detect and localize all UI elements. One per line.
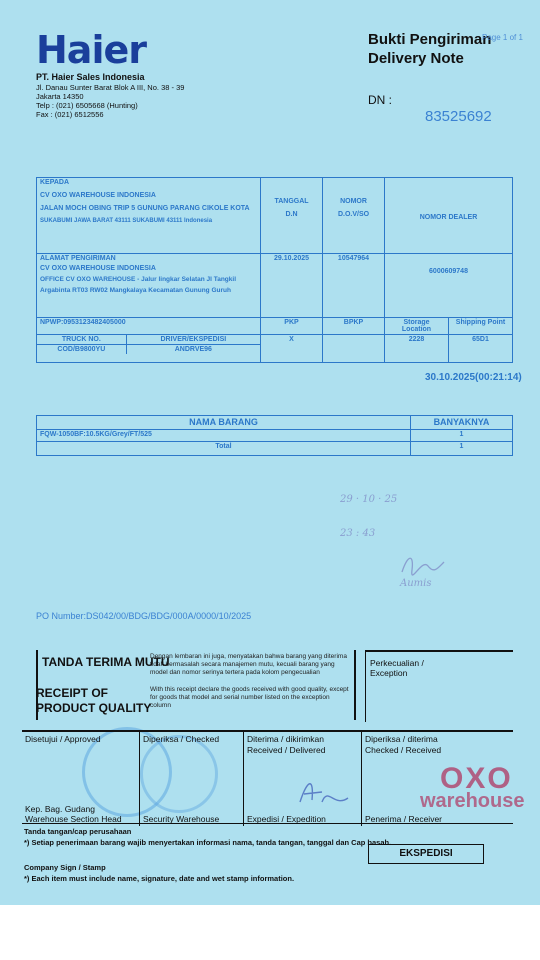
sign-note-en: *) Each item must include name, signature, date and wet stamp information.	[24, 874, 295, 883]
ekspedisi-label: EKSPEDISI	[368, 844, 484, 864]
receipt-title-en: RECEIPT OF PRODUCT QUALITY	[36, 686, 152, 715]
signature-delivered	[244, 732, 362, 826]
nomor-value: 10547964	[323, 254, 385, 318]
print-datetime: 30.10.2025(00:21:14)	[425, 372, 522, 383]
nomor-label: NOMOR	[340, 198, 367, 205]
signature-approved	[22, 732, 140, 826]
truck-driver-subtable	[37, 335, 260, 354]
col-item-header: NAMA BARANG	[37, 416, 411, 430]
npwp-value: NPWP:0953123482405000	[37, 318, 261, 335]
po-number: PO Number:DS042/00/BDG/BDG/000A/0000/10/2025	[36, 611, 252, 621]
tanggal-header	[261, 178, 323, 254]
receipt-box	[36, 650, 356, 720]
driver-label: DRIVER/EKSPEDISI	[126, 335, 260, 345]
receipt-title-id: TANDA TERIMA MUTU	[42, 655, 170, 669]
receipt-text-id: Dengan lembaran ini juga, menyatakan bahwa barang yang diterima tidak bermasalah secara manajemen mutu, kecuali barang yang model dan nomor serinya tertera pada kolom pengecualian	[150, 653, 347, 676]
truck-label: TRUCK NO.	[37, 335, 126, 345]
sig-top-label: Diperiksa / diterima Checked / Received	[365, 734, 442, 755]
sig-top-label: Disetujui / Approved	[25, 734, 101, 744]
sig-top-label: Diperiksa / Checked	[143, 734, 220, 744]
alamat-cell	[37, 254, 261, 318]
total-label: Total	[37, 442, 411, 456]
shipping-value: 65D1	[449, 335, 513, 363]
signature-checked	[140, 732, 244, 826]
title-indonesian: Bukti Pengiriman	[368, 31, 492, 48]
haier-logo: Haier	[36, 28, 146, 72]
title-english: Delivery Note	[368, 50, 464, 67]
oxo-stamp: OXO	[440, 762, 513, 795]
receipt-text-en: With this receipt declare the goods received with good quality, except for goods that model and serial number listed on the exception column	[150, 686, 349, 709]
handwritten-name: Aumis	[400, 578, 432, 589]
phone-line: Telp : (021) 6505668 (Hunting)	[36, 101, 138, 110]
company-name: PT. Haier Sales Indonesia	[36, 72, 145, 82]
total-value: 1	[411, 442, 513, 456]
sig-bottom-label: Expedisi / Expedition	[247, 814, 326, 824]
sig-top-label: Diterima / dikirimkan Received / Delivered	[247, 734, 326, 755]
tanggal-label: TANGGAL	[274, 198, 309, 205]
recipient-table	[36, 177, 513, 363]
document-title	[368, 30, 491, 68]
alamat-line: Argabinta RT03 RW02 Mangkalaya Kecamatan Gunung Guruh	[40, 287, 231, 294]
bpkp-label: BPKP	[323, 318, 385, 335]
exception-box	[365, 650, 513, 722]
signature-received	[362, 732, 513, 826]
storage-label: Storage Location	[385, 318, 449, 335]
kepada-line: JALAN MOCH OBING TRIP 5 GUNUNG PARANG CIKOLE KOTA	[40, 205, 250, 212]
address-line: Jakarta 14350	[36, 92, 84, 101]
driver-value: ANDRVE96	[126, 345, 260, 355]
sig-bottom-label: Security Warehouse	[143, 814, 220, 824]
handwritten-date: 29 · 10 · 25	[340, 494, 398, 505]
kepada-label: KEPADA	[40, 179, 70, 186]
exception-label: Perkecualian / Exception	[370, 658, 424, 678]
pkp-value: X	[261, 335, 323, 363]
storage-value: 2228	[385, 335, 449, 363]
address-line: Jl. Danau Sunter Barat Blok A III, No. 38 - 39	[36, 83, 185, 92]
fax-line: Fax : (021) 6512556	[36, 110, 104, 119]
item-name: FQW-1050BF:10.5KG/Grey/FT/525	[37, 430, 411, 442]
do-label: D.O.V/SO	[337, 211, 370, 218]
warehouse-stamp: warehouse	[420, 790, 525, 812]
total-row	[37, 442, 513, 456]
sig-bottom-label: Penerima / Receiver	[365, 814, 443, 824]
dn-number: 83525692	[425, 108, 492, 125]
dealer-value: 6000609748	[385, 254, 513, 318]
kepada-line: CV OXO WAREHOUSE INDONESIA	[40, 192, 156, 199]
table-row	[37, 430, 513, 442]
kepada-line: SUKABUMI JAWA BARAT 43111 SUKABUMI 43111 Indonesia	[40, 218, 213, 224]
sign-note-en-title: Company Sign / Stamp	[24, 863, 106, 872]
nomor-header	[323, 178, 385, 254]
truck-value: COD/B9800YU	[37, 345, 126, 355]
shipping-label: Shipping Point	[449, 318, 513, 335]
tanggal-value: 29.10.2025	[261, 254, 323, 318]
col-qty-header: BANYAKNYA	[411, 416, 513, 430]
bpkp-value	[323, 335, 385, 363]
alamat-label: ALAMAT PENGIRIMAN	[40, 255, 116, 262]
item-qty: 1	[411, 430, 513, 442]
pkp-label: PKP	[261, 318, 323, 335]
handwritten-time: 23 : 43	[340, 528, 376, 539]
kepada-cell	[37, 178, 261, 254]
handwritten-signature	[398, 550, 448, 578]
goods-table	[36, 415, 513, 456]
alamat-line: CV OXO WAREHOUSE INDONESIA	[40, 265, 156, 272]
truck-driver-cell	[37, 335, 261, 363]
dn-label: DN :	[368, 93, 392, 107]
page-indicator: Page 1 of 1	[482, 33, 523, 42]
sign-note-id-title: Tanda tangan/cap perusahaan	[24, 827, 132, 836]
dn-col-label: D.N	[285, 211, 298, 218]
signature-grid	[22, 730, 513, 824]
alamat-line: OFFICE CV OXO WAREHOUSE - Jalur lingkar Selatan Jl Tangkil	[40, 276, 237, 283]
dealer-header: NOMOR DEALER	[385, 178, 513, 254]
sign-note-id: *) Setiap penerimaan barang wajib menyertakan informasi nama, tanda tangan, tanggal dan Cap basah.	[24, 838, 392, 847]
sig-bottom-label: Kep. Bag. Gudang Warehouse Section Head	[25, 804, 122, 824]
expedition-signature	[294, 772, 354, 812]
